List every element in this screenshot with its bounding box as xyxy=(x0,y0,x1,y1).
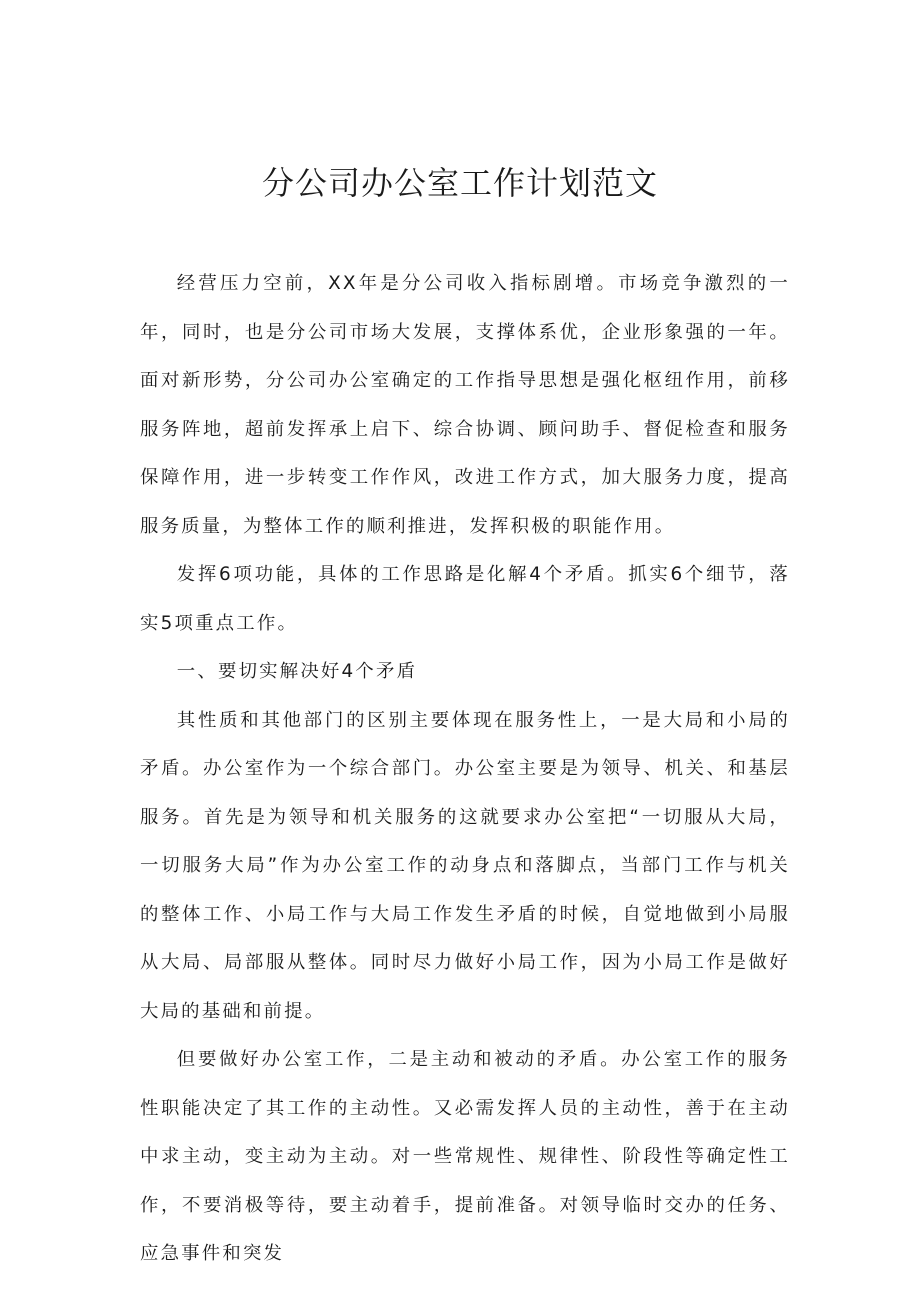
paragraph-section1-part1: 其性质和其他部门的区别主要体现在服务性上，一是大局和小局的矛盾。办公室作为一个综合部门。办公室主要是为领导、机关、和基层服务。首先是为领导和机关服务的这就要求办公室把“一切服从大局，一切服务大局”作为办公室工作的动身点和落脚点，当部门工作与机关的整体工作、小局工作与大局工作发生矛盾的时候，自觉地做到小局服从大局、局部服从整体。同时尽力做好小局工作，因为小局工作是做好大局的基础和前提。 xyxy=(140,709,790,1022)
section-heading-1: 一、要切实解决好4个矛盾 xyxy=(176,661,418,682)
paragraph-intro: 经营压力空前，XX年是分公司收入指标剧增。市场竞争激烈的一年，同时，也是分公司市场大发展，支撑体系优，企业形象强的一年。面对新形势，分公司办公室确定的工作指导思想是强化枢纽作用，前移服务阵地，超前发挥承上启下、综合协调、顾问助手、督促检查和服务保障作用，进一步转变工作作风，改进工作方式，加大服务力度，提高服务质量，为整体工作的顺利推进，发挥积极的职能作用。 xyxy=(140,273,790,537)
document-body xyxy=(140,260,790,1279)
paragraph-summary: 发挥6项功能，具体的工作思路是化解4个矛盾。抓实6个细节，落实5项重点工作。 xyxy=(140,564,790,634)
paragraph-section1-part2: 但要做好办公室工作，二是主动和被动的矛盾。办公室工作的服务性职能决定了其工作的主动性。又必需发挥人员的主动性，善于在主动中求主动，变主动为主动。对一些常规性、规律性、阶段性等确定性工作，不要消极等待，要主动着手，提前准备。对领导临时交办的任务、应急事件和突发 xyxy=(140,1049,790,1264)
document-title: 分公司办公室工作计划范文 xyxy=(261,164,658,202)
